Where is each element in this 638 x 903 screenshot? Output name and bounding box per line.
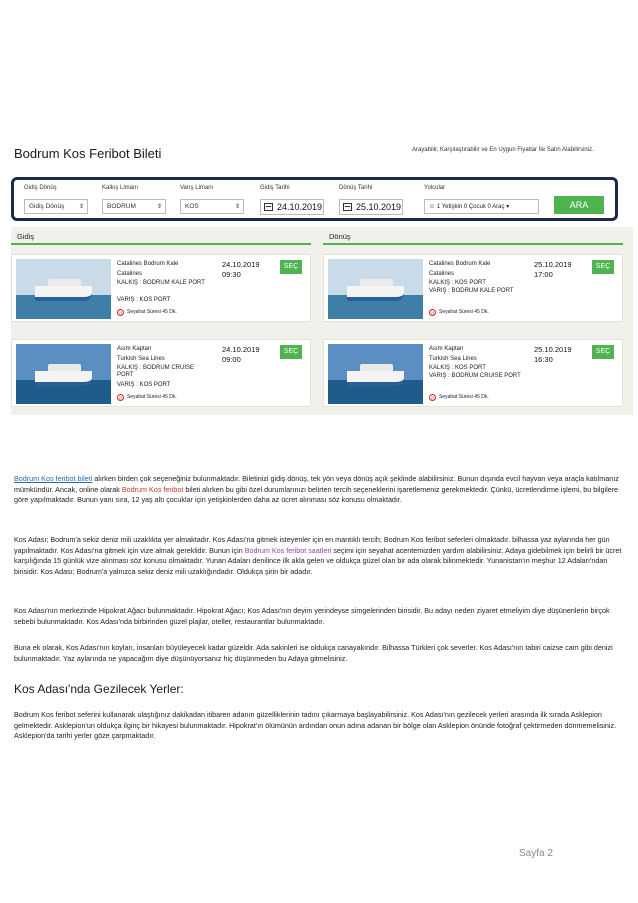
- search-form: [11, 177, 618, 221]
- trip-type-value: Gidiş Dönüş: [29, 203, 65, 210]
- paragraph-2-text-b: seçimi için seyahat acentemizden yardım alabilirsiniz. Adaya gidebilmek için belirli bir ücret karşılığında 15 günlük vize alınması söz konusu olmaktadır. Yunan Adaları denilince ilk akla gelen ve oldukça güzel olan bir ada olarak bilinmektedir. Yunanistan'ın meşhur 12 Adaları'ndan birisidir. Kos Adası; Bodrum'a yalnızca sekiz deniz mili uzaklığındadır. Oldukça şirin bir adadır.: [14, 545, 622, 576]
- return-time: 17:00: [534, 270, 553, 279]
- results-panel: [11, 227, 633, 415]
- select-caret-icon: ⇕: [78, 204, 84, 210]
- departure-port: KALKIŞ : KOS PORT: [429, 280, 486, 286]
- return-card-2: [323, 339, 623, 407]
- return-time: 16:30: [534, 355, 553, 364]
- arrival-port: VARIŞ : BODRUM CRUISE PORT: [429, 373, 521, 379]
- return-heading: Dönüş: [329, 232, 351, 241]
- trip-duration: Seyahat Süresi 45 Dk.: [127, 394, 177, 400]
- select-caret-icon: ⇕: [156, 204, 162, 210]
- outbound-card-2: [11, 339, 311, 407]
- departure-port: KALKIŞ : BODRUM KALE PORT: [117, 280, 205, 286]
- ferry-photo: [16, 259, 111, 319]
- select-button[interactable]: SEÇ: [280, 345, 302, 359]
- departure-date-input[interactable]: [260, 199, 324, 215]
- calendar-icon: [264, 203, 273, 211]
- departure-time: 09:30: [222, 270, 241, 279]
- trip-duration: Seyahat Süresi 45 Dk.: [439, 309, 489, 315]
- ferry-company: Turkish Sea Lines: [117, 356, 165, 362]
- trip-duration: Seyahat Süresi 45 Dk.: [439, 394, 489, 400]
- paragraph-1-text-a: alırken birden çok seçeneğiniz bulunmaktadır. Biletinizi gidiş dönüş, tek yön veya dönüş açık şeklinde alabilirsiniz. Bunun dışında evcil hayvan veya araçla katılmanız mümkündür. Ancak, online olarak: [14, 474, 619, 494]
- ferry-link[interactable]: Bodrum Kos feribot: [121, 484, 184, 494]
- paragraph-1: [14, 474, 626, 506]
- arrival-port-select[interactable]: [180, 199, 244, 214]
- paragraph-3: Kos Adası'nın merkezinde Hipokrat Ağacı bulunmaktadır. Hipokrat Ağacı; Kos Adası'nın deyim yerindeyse simgelerinden birisidir. Bu adayı neden ziyaret etmeliyim diye düşünenlerin birçok sebebi bulunmaktadır. Kos Adası'nda birbirinden güzel plajlar, oteller, restaurantlar bulunmaktadır.: [14, 606, 610, 626]
- departure-date-value: 24.10.2019: [277, 202, 323, 212]
- ferry-schedule-link[interactable]: Bodrum Kos feribot saatleri: [244, 545, 332, 555]
- outbound-card-1: [11, 254, 311, 322]
- paragraph-2-text-a: Kos Adası; Bodrum'a sekiz deniz mili uzaklıkta yer almaktadır. Kos Adası'na gitmek isteyenler için en mantıklı tercih; Bodrum Kos feribot seferleri olmaktadır. bilhassa yaz aylarında her gün yapılmaktadır. Kos Adası'na gitmek için vize almak gereklidir. Bunun için: [14, 535, 610, 555]
- ferry-company: Turkish Sea Lines: [429, 356, 477, 362]
- outbound-heading: Gidiş: [17, 232, 35, 241]
- page-number: Sayfa 2: [519, 848, 553, 859]
- ferry-name: Catalines Bodrum Kale: [429, 261, 491, 267]
- ferry-photo: [328, 259, 423, 319]
- ferry-company: Catalines: [117, 271, 143, 277]
- ferry-photo: [328, 344, 423, 404]
- trip-duration: Seyahat Süresi 45 Dk.: [127, 309, 177, 315]
- arrival-port: VARIŞ : KOS PORT: [117, 297, 171, 303]
- return-date: 25.10.2019: [534, 260, 572, 269]
- section-heading: Kos Adası'nda Gezilecek Yerler:: [14, 682, 184, 696]
- paragraph-1-text-b: bileti alırken bu gibi özel durumlarınızı belirten tercih seçeneklerini işaretlemeniz gerekmektedir. Çünkü, ücretlendirme işlemi, bu bilgilere göre yapılmaktadır. Bunun yanı sıra, 12 yaş altı çocuklar için yetişkinlerden daha az ücret alınması söz konusu olmaktadır.: [14, 484, 619, 504]
- ferry-name: Asım Kaptan: [429, 346, 464, 352]
- arrival-port: VARIŞ : BODRUM KALE PORT: [429, 288, 514, 294]
- return-date-input[interactable]: [339, 199, 403, 215]
- ferry-name: Catalines Bodrum Kale: [117, 261, 179, 267]
- select-caret-icon: ⇕: [234, 204, 240, 210]
- return-date: 25.10.2019: [534, 345, 572, 354]
- clock-icon: ◷: [118, 395, 123, 400]
- paragraph-2: [14, 535, 626, 577]
- return-date-label: Dönüş Tarihi: [339, 185, 373, 191]
- arrival-port-value: KOS: [185, 203, 199, 210]
- return-card-1: [323, 254, 623, 322]
- trip-type-label: Gidiş Dönüş: [24, 185, 57, 191]
- ferry-company: Catalines: [429, 271, 455, 277]
- ferry-name: Asım Kaptan: [117, 346, 152, 352]
- departure-port: KALKIŞ : BODRUM CRUISE PORT: [117, 365, 195, 378]
- departure-port: KALKIŞ : KOS PORT: [429, 365, 486, 371]
- return-date-value: 25.10.2019: [356, 202, 402, 212]
- departure-port-value: BODRUM: [107, 203, 136, 210]
- passengers-label: Yolcular: [424, 185, 446, 191]
- departure-date: 24.10.2019: [222, 345, 260, 354]
- departure-port-select[interactable]: [102, 199, 166, 214]
- calendar-icon: [343, 203, 352, 211]
- departure-date-label: Gidiş Tarihi: [260, 185, 290, 191]
- person-icon: ☺: [429, 204, 436, 210]
- arrival-port: VARIŞ : KOS PORT: [117, 382, 171, 388]
- arrival-port-label: Varış Limanı: [180, 185, 214, 191]
- departure-date: 24.10.2019: [222, 260, 260, 269]
- departure-port-label: Kalkış Limanı: [102, 185, 139, 191]
- paragraph-5: Bodrum Kos feribot seferini kullanarak ulaştığınız dakikadan itibaren adanın güzelliklerinin tadını çıkarmaya başlayabilirsiniz. Kos Adası'nın gezilecek yerleri arasında ilk sırada Asklepion gelmektedir. Asklepion'un oldukça ilginç bir hikayesi bulunmaktadır. Hipokrat'ın ölümünün ardından onun adına adanan bir bölge olan Asklepion önünde fotoğraf çektirmeden dönmemelisiniz. Asklepion'da tarihi yerler göze çarpmaktadır.: [14, 710, 617, 740]
- tagline: Arayabilir, Karşılaştırabilir ve En Uygun Fiyatlar İle Satın Alabilirsiniz.: [412, 147, 594, 153]
- return-underline: [323, 243, 623, 245]
- passengers-value: 1 Yetişkin 0 Çocuk 0 Araç: [436, 204, 505, 210]
- page-title: Bodrum Kos Feribot Bileti: [14, 146, 162, 161]
- select-button[interactable]: SEÇ: [280, 260, 302, 274]
- outbound-underline: [11, 243, 311, 245]
- select-button[interactable]: SEÇ: [592, 260, 614, 274]
- departure-time: 09:00: [222, 355, 241, 364]
- passengers-select[interactable]: [424, 199, 539, 214]
- search-button[interactable]: ARA: [554, 196, 604, 214]
- clock-icon: ◷: [430, 395, 435, 400]
- trip-type-select[interactable]: [24, 199, 88, 214]
- ferry-ticket-link[interactable]: Bodrum Kos feribot bileti: [14, 474, 93, 483]
- clock-icon: ◷: [430, 310, 435, 315]
- ferry-photo: [16, 344, 111, 404]
- select-button[interactable]: SEÇ: [592, 345, 614, 359]
- paragraph-4: Buna ek olarak, Kos Adası'nın koyları, insanları büyüleyecek kadar güzeldir. Ada sakinleri ise oldukça canayakındır. Bilhassa Türkleri çok severler. Kos Adası'nın tabiri caizse cam gibi denizi bulunmaktadır. Yaz aylarında ne yapacağım diye düşünüyorsanız hiç düşünmeden bu Adaya gitmelisiniz.: [14, 643, 613, 663]
- chevron-down-icon: ▾: [506, 204, 510, 210]
- clock-icon: ◷: [118, 310, 123, 315]
